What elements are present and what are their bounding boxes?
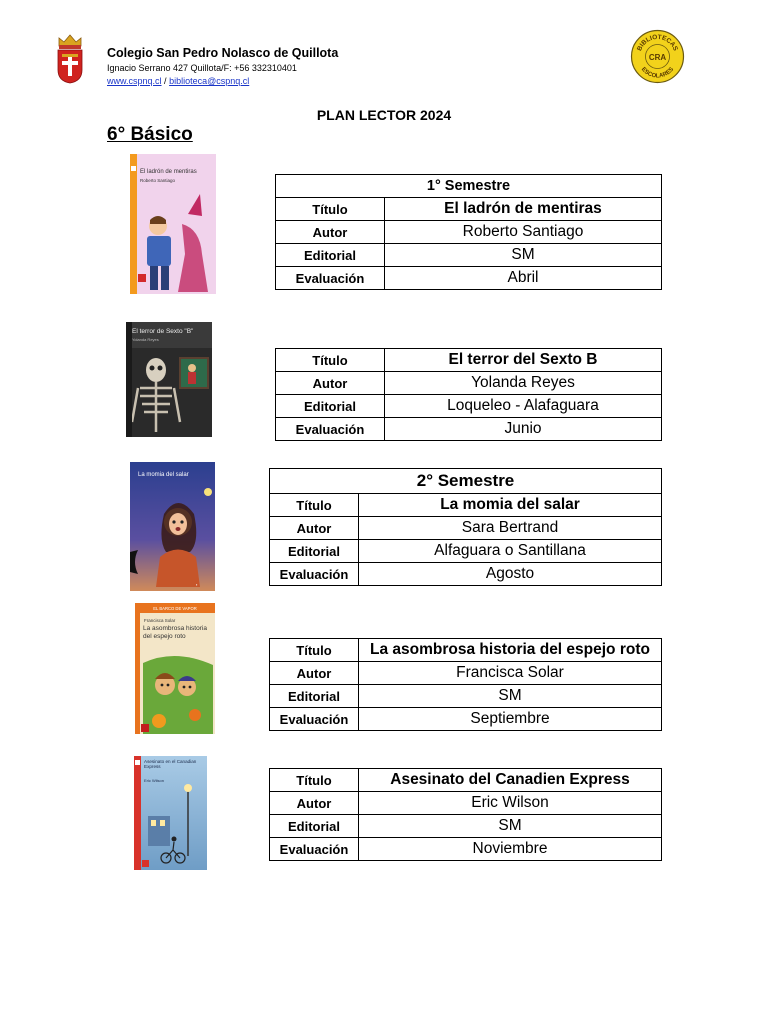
book-title: El terror del Sexto B — [385, 349, 662, 372]
table-row — [276, 221, 662, 244]
publisher-label: Editorial — [276, 395, 385, 418]
book-cover-ladron — [130, 154, 216, 294]
cra-seal-logo — [630, 29, 685, 84]
school-links — [107, 76, 249, 86]
seal-text-bottom: ESCOLARES — [639, 66, 676, 80]
title-label: Título — [276, 349, 385, 372]
title-label: Título — [270, 494, 359, 517]
semester-label: 2° Semestre — [270, 469, 662, 494]
book-title: La asombrosa historia del espejo roto — [359, 639, 662, 662]
title-label: Título — [270, 769, 359, 792]
evaluation-label: Evaluación — [276, 418, 385, 441]
table-row — [270, 685, 662, 708]
table-row — [270, 517, 662, 540]
cover-author: Yolanda Reyes — [132, 337, 159, 342]
cover-title: El terror de Sexto "B" — [132, 328, 194, 335]
title-label: Título — [276, 198, 385, 221]
book-cover-momia — [130, 462, 215, 591]
school-address: Ignacio Serrano 427 Quillota/F: +56 332310401 — [107, 63, 297, 73]
evaluation-label: Evaluación — [270, 563, 359, 586]
book-evaluation: Junio — [385, 418, 662, 441]
book-evaluation: Noviembre — [359, 838, 662, 861]
book-author: Eric Wilson — [359, 792, 662, 815]
website-link[interactable]: www.cspnq.cl — [107, 76, 162, 86]
book-evaluation: Septiembre — [359, 708, 662, 731]
table-row — [270, 815, 662, 838]
grade-heading: 6° Básico — [107, 124, 193, 145]
table-row — [270, 639, 662, 662]
book-author: Yolanda Reyes — [385, 372, 662, 395]
cover-author: Eric Wilson — [144, 778, 165, 783]
table-row — [270, 540, 662, 563]
seal-center-text: CRA — [648, 53, 667, 62]
author-label: Autor — [276, 372, 385, 395]
table-row — [270, 708, 662, 731]
evaluation-label: Evaluación — [270, 838, 359, 861]
table-row — [276, 395, 662, 418]
cover-title: La asombrosa historia del espejo roto — [143, 625, 207, 640]
table-row — [270, 494, 662, 517]
book-cover-espejo — [135, 603, 215, 734]
book-title: El ladrón de mentiras — [385, 198, 662, 221]
book-table-3 — [269, 468, 662, 586]
book-table-4 — [269, 638, 662, 731]
publisher-label: Editorial — [270, 540, 359, 563]
table-row — [276, 372, 662, 395]
evaluation-label: Evaluación — [276, 267, 385, 290]
book-cover-canadian — [134, 756, 207, 870]
book-title: La momia del salar — [359, 494, 662, 517]
book-table-2 — [275, 348, 662, 441]
links-separator: / — [164, 76, 167, 86]
table-row — [270, 792, 662, 815]
author-label: Autor — [270, 662, 359, 685]
book-table-5 — [269, 768, 662, 861]
school-crest — [55, 32, 85, 84]
table-row — [276, 349, 662, 372]
table-row — [270, 769, 662, 792]
cover-title: La momia del salar — [138, 472, 189, 478]
semester-row — [276, 175, 662, 198]
book-evaluation: Abril — [385, 267, 662, 290]
book-evaluation: Agosto — [359, 563, 662, 586]
author-label: Autor — [270, 792, 359, 815]
book-cover-terror — [126, 322, 212, 437]
book-publisher: SM — [359, 685, 662, 708]
cover-author: Roberto Santiago — [140, 178, 176, 183]
cover-title: Asesinato en el Canadian Express — [144, 759, 197, 770]
book-publisher: SM — [359, 815, 662, 838]
table-row — [276, 418, 662, 441]
book-title: Asesinato del Canadien Express — [359, 769, 662, 792]
cover-title: El ladrón de mentiras — [140, 169, 197, 175]
publisher-label: Editorial — [270, 815, 359, 838]
table-row — [276, 198, 662, 221]
table-row — [276, 244, 662, 267]
publisher-label: Editorial — [270, 685, 359, 708]
page-title: PLAN LECTOR 2024 — [316, 107, 452, 123]
cover-series: EL BARCO DE VAPOR — [153, 606, 197, 611]
evaluation-label: Evaluación — [270, 708, 359, 731]
email-link[interactable]: biblioteca@cspnq.cl — [169, 76, 250, 86]
table-row — [270, 662, 662, 685]
book-author: Roberto Santiago — [385, 221, 662, 244]
title-label: Título — [270, 639, 359, 662]
seal-text-top: BIBLIOTECAS — [636, 33, 679, 53]
book-publisher: SM — [385, 244, 662, 267]
book-author: Francisca Solar — [359, 662, 662, 685]
book-publisher: Loqueleo - Alafaguara — [385, 395, 662, 418]
book-table-1 — [275, 174, 662, 290]
book-publisher: Alfaguara o Santillana — [359, 540, 662, 563]
school-name: Colegio San Pedro Nolasco de Quillota — [107, 46, 339, 60]
publisher-label: Editorial — [276, 244, 385, 267]
author-label: Autor — [270, 517, 359, 540]
book-author: Sara Bertrand — [359, 517, 662, 540]
semester-label: 1° Semestre — [276, 175, 662, 198]
table-row — [276, 267, 662, 290]
table-row — [270, 563, 662, 586]
table-row — [270, 838, 662, 861]
semester-row — [270, 469, 662, 494]
author-label: Autor — [276, 221, 385, 244]
svg-text:▪: ▪ — [196, 582, 198, 587]
cover-author: Francisca Solar — [144, 618, 176, 623]
